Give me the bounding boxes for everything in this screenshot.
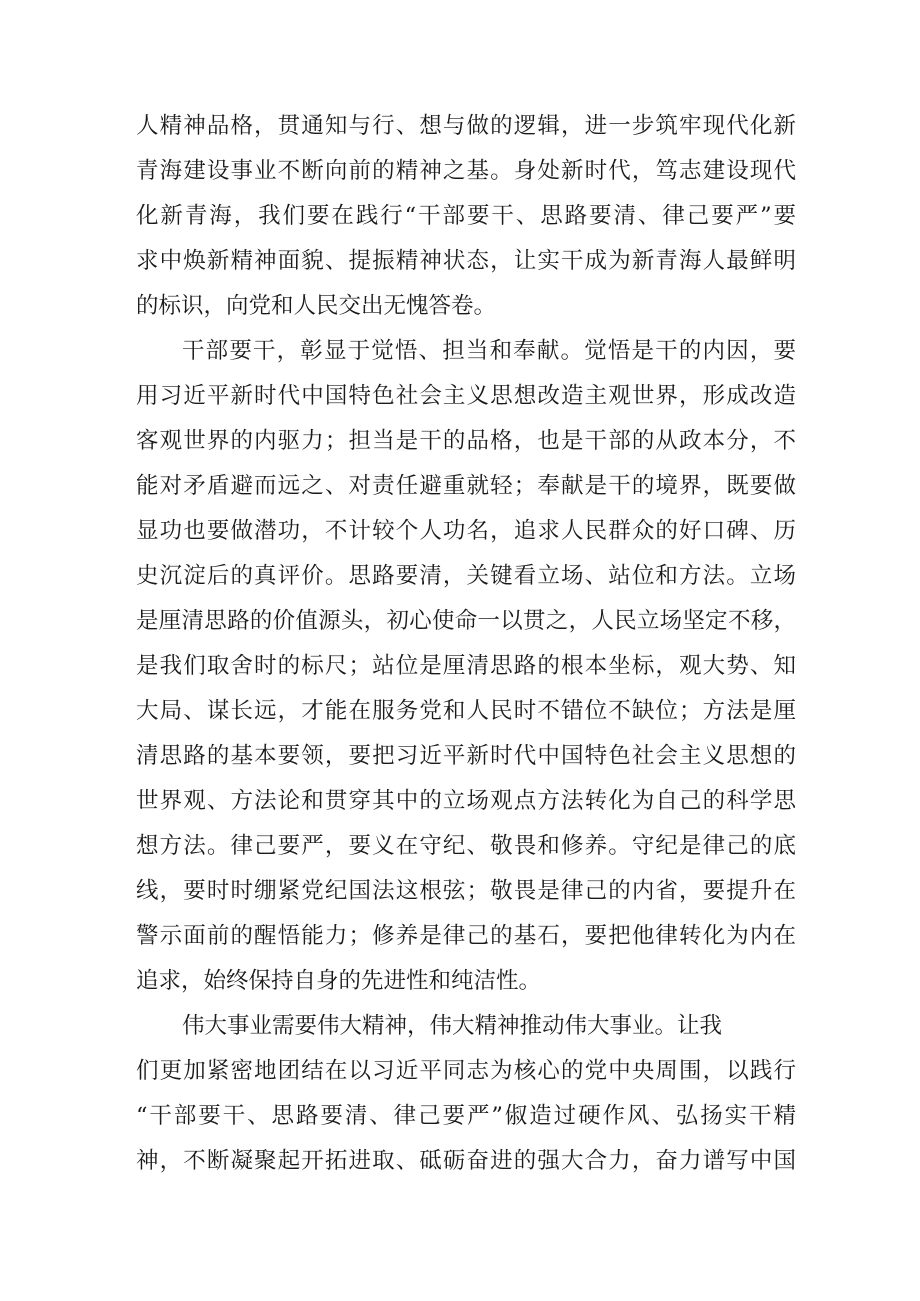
text-line: 清思路的基本要领，要把习近平新时代中国特色社会主义思想的 — [136, 743, 796, 769]
text-line: “干部要干、思路要清、律己要严”俶造过硬作风、弘扬实干精 — [136, 1103, 796, 1129]
text-line: 伟大事业需要伟大精神，伟大精神推动伟大事业。让我 — [182, 1013, 723, 1039]
text-line: 们更加紧密地团结在以习近平同志为核心的党中央周围，以践行 — [136, 1058, 796, 1084]
paragraph-3 — [136, 1004, 796, 1184]
text-line: 是厘清思路的价值源头，初心使命一以贯之，人民立场坚定不移， — [136, 608, 796, 634]
text-line: 能对矛盾避而远之、对责任避重就轻；奉献是干的境界，既要做 — [136, 473, 796, 499]
text-line: 青海建设事业不断向前的精神之基。身处新时代，笃志建设现代 — [136, 158, 796, 184]
text-line: 神，不断凝聚起开拓进取、砥砺奋进的强大合力，奋力谱写中国 — [136, 1148, 796, 1174]
paragraph-2 — [136, 329, 796, 1004]
text-line: 用习近平新时代中国特色社会主义思想改造主观世界，形成改造 — [136, 383, 796, 409]
text-line: 是我们取舍时的标尺；站位是厘清思路的根本坐标，观大势、知 — [136, 653, 796, 679]
text-line: 想方法。律己要严，要义在守纪、敬畏和修养。守纪是律己的底 — [136, 833, 796, 859]
text-line: 大局、谋长远，才能在服务党和人民时不错位不缺位；方法是厘 — [136, 698, 796, 724]
text-line: 的标识，向党和人民交出无愧答卷。 — [136, 293, 497, 319]
text-line: 人精神品格，贯通知与行、想与做的逻辑，进一步筑牢现代化新 — [136, 113, 796, 139]
text-line: 显功也要做潜功，不计较个人功名，追求人民群众的好口碑、历 — [136, 518, 796, 544]
text-line: 线，要时时绷紧党纪国法这根弦；敬畏是律己的内省，要提升在 — [136, 878, 796, 904]
text-line: 追求，始终保持自身的先进性和纯洁性。 — [136, 968, 542, 994]
document-body — [136, 104, 796, 1184]
text-line: 史沉淀后的真评价。思路要清，关键看立场、站位和方法。立场 — [136, 563, 796, 589]
text-line: 干部要干，彰显于觉悟、担当和奉献。觉悟是干的内因，要 — [182, 338, 796, 364]
text-line: 化新青海，我们要在践行“干部要干、思路要清、律己要严”要 — [136, 203, 796, 229]
paragraph-1 — [136, 104, 796, 329]
text-line: 警示面前的醒悟能力；修养是律己的基石，要把他律转化为内在 — [136, 923, 796, 949]
text-line: 求中焕新精神面貌、提振精神状态，让实干成为新青海人最鲜明 — [136, 248, 796, 274]
text-line: 客观世界的内驱力；担当是干的品格，也是干部的从政本分，不 — [136, 428, 796, 454]
text-line: 世界观、方法论和贯穿其中的立场观点方法转化为自己的科学思 — [136, 788, 796, 814]
